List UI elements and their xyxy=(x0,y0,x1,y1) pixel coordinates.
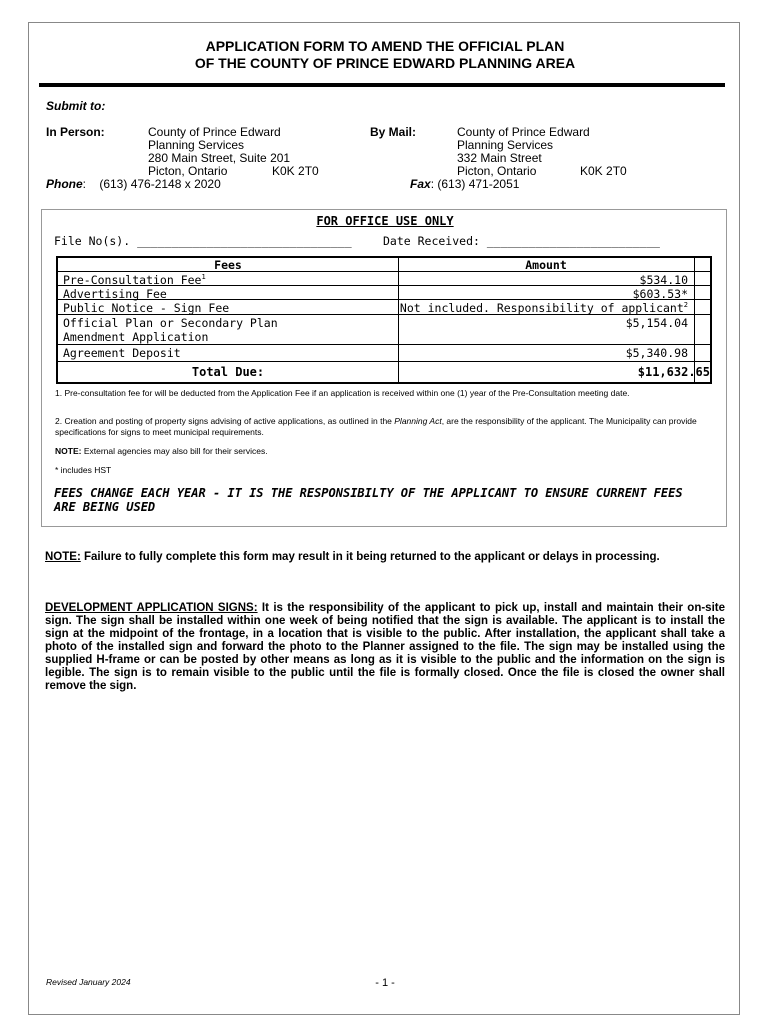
revised-date: Revised January 2024 xyxy=(46,977,131,987)
total-due-value: $11,632.65 xyxy=(637,365,710,379)
total-due-label: Total Due: xyxy=(191,365,265,379)
form-title-line1: APPLICATION FORM TO AMEND THE OFFICIAL PLAN xyxy=(205,38,565,54)
fee-row-official-plan-cont: Amendment Application xyxy=(63,330,209,344)
note-paragraph: NOTE: Failure to fully complete this form may result in it being returned to the applicant or delays in processing. xyxy=(45,551,660,563)
by-mail-postal: K0K 2T0 xyxy=(580,164,627,178)
date-received-field[interactable]: Date Received: _________________________ xyxy=(383,234,660,248)
fee-row-official-plan: Official Plan or Secondary Plan xyxy=(63,316,278,330)
amount-sign: Not included. Responsibility of applicant$^2$ xyxy=(399,301,688,315)
fax-line xyxy=(410,177,519,191)
fee-row-preconsultation: Pre-Consultation Fee$^1$ xyxy=(63,273,206,287)
amount-official-plan: $5,154.04 xyxy=(625,316,688,330)
footnote-1: 1. Pre-consultation fee for will be deducted from the Application Fee if an application is received within one (1) year of the Pre-Consultation meeting date. xyxy=(55,388,630,398)
in-person-line2: Planning Services xyxy=(148,138,245,152)
by-mail-line4: Picton, Ontario xyxy=(457,164,537,178)
office-use-heading: FOR OFFICE USE ONLY xyxy=(316,214,454,228)
by-mail-line3: 332 Main Street xyxy=(457,151,542,165)
fees-warning: FEES CHANGE EACH YEAR - IT IS THE RESPONSIBILTY OF THE APPLICANT TO ENSURE CURRENT FEES ARE BEING USED xyxy=(54,486,683,514)
by-mail-line2: Planning Services xyxy=(457,138,554,152)
in-person-line1: County of Prince Edward xyxy=(148,125,281,139)
amount-col-header: Amount xyxy=(525,258,567,272)
in-person-line3: 280 Main Street, Suite 201 xyxy=(148,151,291,165)
amount-advertising: $603.53* xyxy=(632,287,688,301)
form-title-line2: OF THE COUNTY OF PRINCE EDWARD PLANNING AREA xyxy=(194,55,576,71)
submit-heading: Submit to: xyxy=(46,99,106,113)
amount-preconsultation: $534.10 xyxy=(639,273,688,287)
footnote-2: 2. Creation and posting of property signs advising of active applications, as outlined in the Planning Act, are the responsibility of the applicant. The Municipality can provide specifications for signs to meet municipal requirements. xyxy=(55,416,697,437)
external-agencies-note: NOTE: External agencies may also bill for their services. xyxy=(55,446,268,456)
signs-label: DEVELOPMENT APPLICATION SIGNS: xyxy=(45,602,258,614)
page-number: - 1 - xyxy=(375,977,395,989)
fax-label: Fax xyxy=(410,177,431,191)
phone-line xyxy=(46,177,221,191)
by-mail-line1: County of Prince Edward xyxy=(457,125,590,139)
fee-row-agreement: Agreement Deposit xyxy=(63,346,181,360)
in-person-label: In Person: xyxy=(46,125,105,139)
phone-value: : (613) 476-2148 x 2020 xyxy=(82,177,221,191)
fee-row-advertising: Advertising Fee xyxy=(63,287,167,301)
note-label: NOTE: xyxy=(45,551,81,563)
by-mail-label: By Mail: xyxy=(370,125,417,139)
title-divider xyxy=(39,83,725,87)
amount-agreement: $5,340.98 xyxy=(625,346,688,360)
fees-table xyxy=(56,256,712,384)
in-person-line4: Picton, Ontario xyxy=(148,164,228,178)
signs-paragraph: DEVELOPMENT APPLICATION SIGNS: It is the responsibility of the applicant to pick up, install and maintain their on-site sign. The sign shall be installed within one week of being notified that the sign is available. The applicant is to install the sign at the midpoint of the frontage, in a location that is visible to the public. After installation, the applicant shall take a photo of the installed sign and forward the photo to the Planner assigned to the file. The sign may be installed using the supplied H-frame or can be posted by other means as long as it is visible to the public and the information on the sign is legible. The sign is to remain visible to the public until the file is formally closed. Once the file is closed the owner shall remove the sign. xyxy=(45,602,725,692)
fee-row-sign: Public Notice - Sign Fee xyxy=(63,301,230,315)
file-no-field[interactable]: File No(s). _______________________________ xyxy=(54,234,352,248)
hst-note: * includes HST xyxy=(55,465,112,475)
fax-value: : (613) 471-2051 xyxy=(430,177,520,191)
phone-label: Phone xyxy=(46,177,83,191)
fees-col-header: Fees xyxy=(214,258,242,272)
in-person-postal: K0K 2T0 xyxy=(272,164,319,178)
